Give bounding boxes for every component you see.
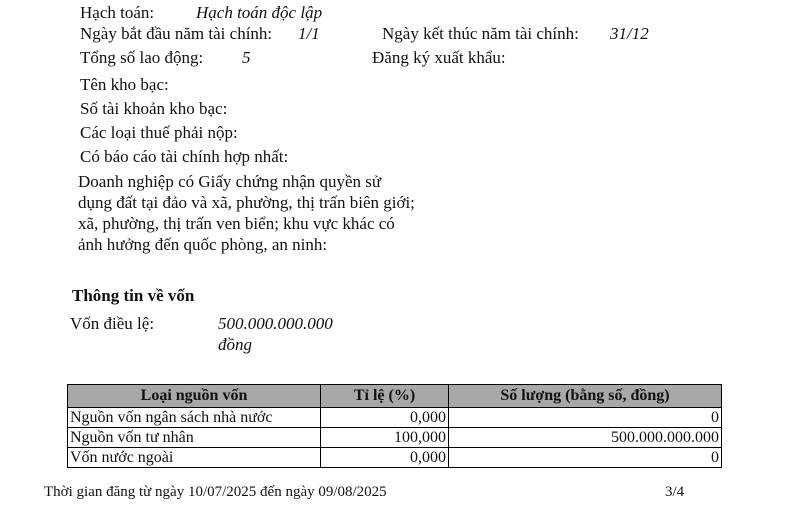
charter-capital-unit: đồng bbox=[218, 335, 252, 354]
source-cell: Vốn nước ngoài bbox=[68, 448, 321, 468]
registration-period: Thời gian đăng từ ngày 10/07/2025 đến ngày 09/08/2025 bbox=[44, 484, 387, 500]
amount-cell: 500.000.000.000 bbox=[449, 428, 722, 448]
capital-section-title: Thông tin về vốn bbox=[72, 286, 195, 305]
land-cert-label: Doanh nghiệp có Giấy chứng nhận quyền sử dụng đất tại đảo và xã, phường, thị trấn biên giới; xã, phường, thị trấn ven biển; khu vực khác có ảnh hưởng đến quốc phòng, an ninh: bbox=[78, 172, 415, 254]
hach-toan-label: Hạch toán: bbox=[80, 3, 155, 22]
charter-capital-value: 500.000.000.000 bbox=[218, 314, 333, 333]
source-cell: Nguồn vốn tư nhân bbox=[68, 428, 321, 448]
table-row bbox=[68, 448, 722, 468]
table-row bbox=[68, 428, 722, 448]
table-header-row bbox=[68, 385, 722, 408]
treasury-account-label: Số tài khoản kho bạc: bbox=[80, 99, 228, 118]
start-year-value: 1/1 bbox=[298, 24, 320, 43]
ratio-cell: 0,000 bbox=[321, 408, 449, 428]
consolidated-label: Có báo cáo tài chính hợp nhất: bbox=[80, 147, 289, 166]
taxes-label: Các loại thuế phải nộp: bbox=[80, 123, 238, 142]
employees-label: Tổng số lao động: bbox=[80, 48, 204, 67]
amount-cell: 0 bbox=[449, 448, 722, 468]
hach-toan-value: Hạch toán độc lập bbox=[196, 3, 323, 22]
end-year-label: Ngày kết thúc năm tài chính: bbox=[382, 24, 579, 43]
start-year-label: Ngày bắt đầu năm tài chính: bbox=[80, 24, 273, 43]
charter-capital-label: Vốn điều lệ: bbox=[70, 314, 155, 333]
table-row bbox=[68, 408, 722, 428]
ratio-cell: 0,000 bbox=[321, 448, 449, 468]
ratio-cell: 100,000 bbox=[321, 428, 449, 448]
source-cell: Nguồn vốn ngân sách nhà nước bbox=[68, 408, 321, 428]
col-header-amount: Số lượng (bằng số, đồng) bbox=[449, 385, 722, 408]
capital-table bbox=[67, 384, 722, 468]
col-header-ratio: Tỉ lệ (%) bbox=[321, 385, 449, 408]
amount-cell: 0 bbox=[449, 408, 722, 428]
end-year-value: 31/12 bbox=[610, 24, 649, 43]
employees-value: 5 bbox=[242, 48, 251, 67]
export-label: Đăng ký xuất khẩu: bbox=[372, 48, 506, 67]
col-header-source: Loại nguồn vốn bbox=[68, 385, 321, 408]
page-number: 3/4 bbox=[665, 484, 685, 500]
treasury-name-label: Tên kho bạc: bbox=[80, 75, 169, 94]
